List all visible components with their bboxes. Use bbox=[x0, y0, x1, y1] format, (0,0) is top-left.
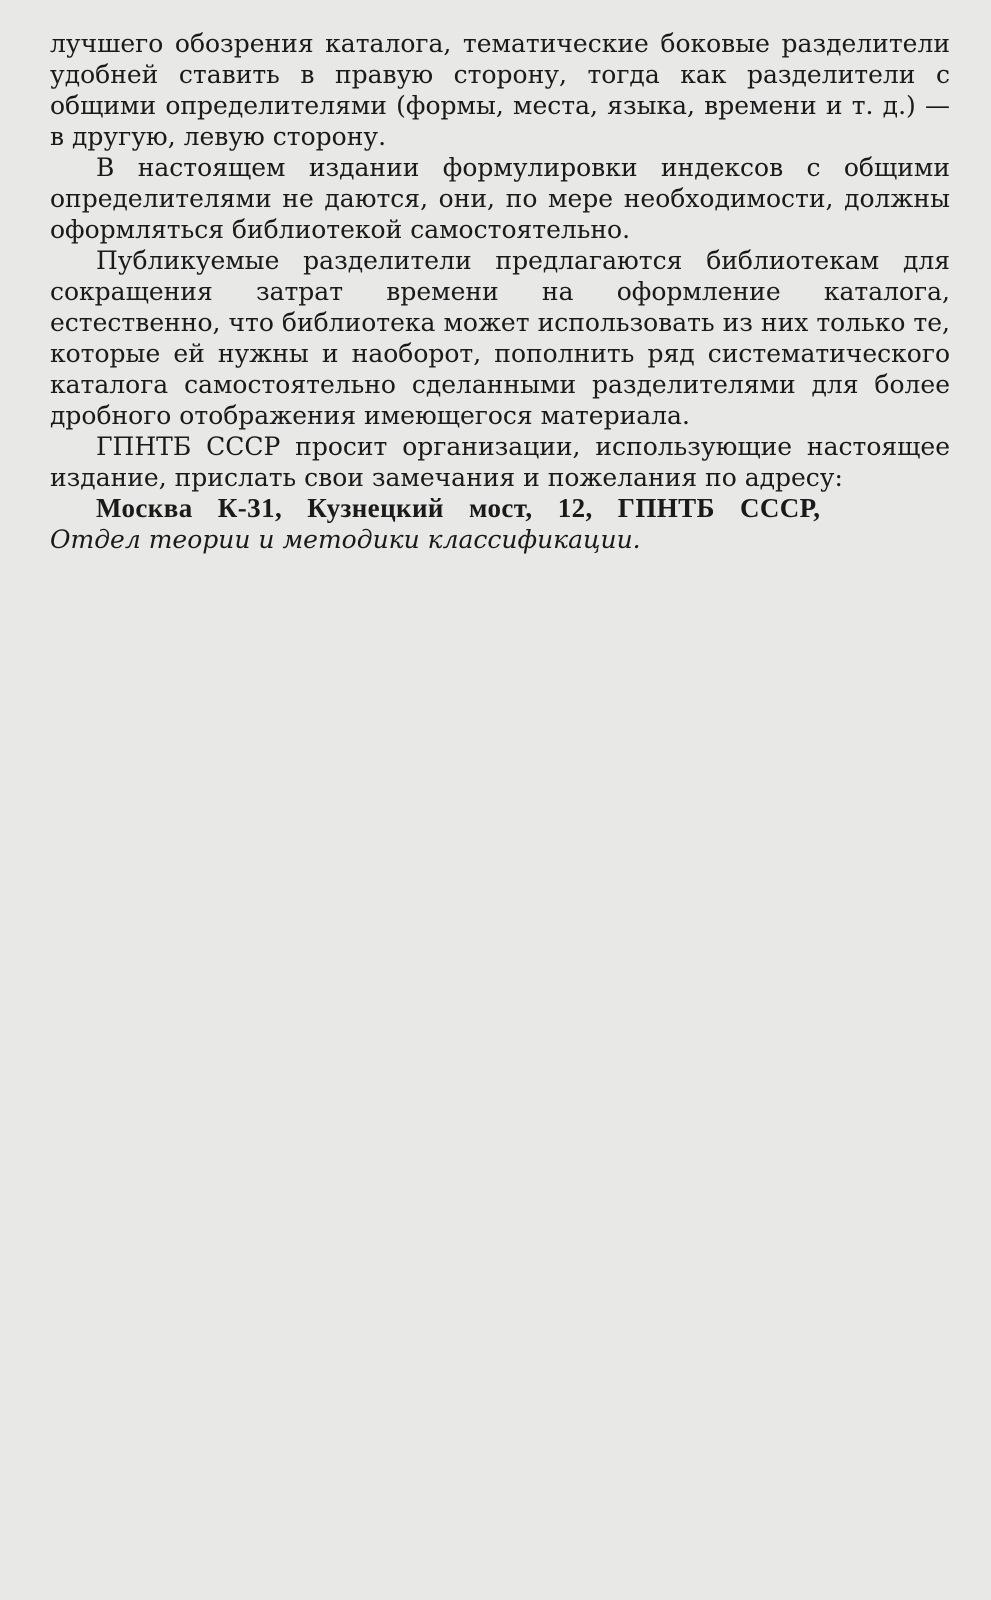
address-line bbox=[50, 493, 950, 524]
paragraph-1: лучшего обозрения каталога, тематические боковые разделители удобней ставить в правую сторону, тогда как разделители с общими определителями (формы, места, языка, времени и т. д.) — в другую, левую сторону. bbox=[50, 29, 950, 151]
paragraph-3: Публикуемые разделители предлагаются библиотекам для сокращения затрат времени на оформление каталога, естественно, что библиотека может использовать из них только те, которые ей нужны и наоборот, пополнить ряд систематического каталога самостоятельно сделанными разделителями для более дробного отображения имеющегося материала. bbox=[50, 246, 950, 430]
address-department: Отдел теории и методики классификации. bbox=[50, 525, 641, 554]
paragraph-4: ГПНТБ СССР просит организации, использующие настоящее издание, прислать свои замечания и пожелания по адресу: bbox=[50, 432, 950, 492]
address-bold: Москва К-31, Кузнецкий мост, 12, ГПНТБ СССР, bbox=[96, 493, 821, 523]
paragraph-2: В настоящем издании формулировки индексов с общими определителями не даются, они, по мере необходимости, должны оформляться библиотекой самостоятельно. bbox=[50, 153, 950, 244]
text-block bbox=[50, 28, 950, 555]
